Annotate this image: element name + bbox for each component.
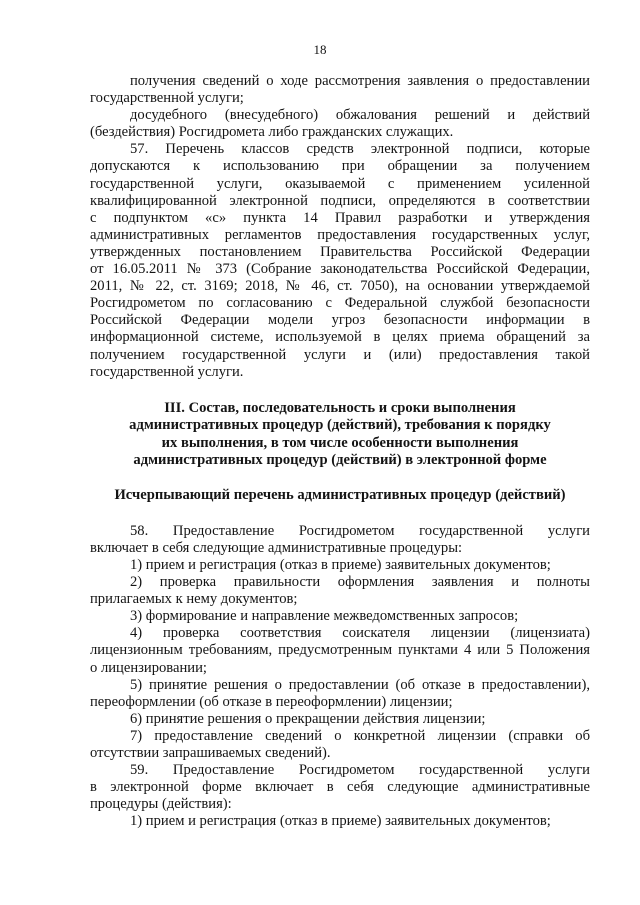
text-line: получения сведений о ходе рассмотрения заявления о предоставлении [130,73,590,89]
text-line: переоформлении (об отказе в переоформлении) лицензии; [90,693,453,710]
text-line: 1) прием и регистрация (отказ в приеме) заявительных документов; [130,813,551,830]
text-line: с подпунктом «с» пункта 14 Правил разработки и утверждения [90,209,590,226]
text-line: 2011, № 22, ст. 3169; 2018, № 46, ст. 7050), на основании утверждаемой [90,278,590,295]
text-line: 59. Предоставление Росгидрометом государственной услуги [130,762,590,779]
text-line: 6) принятие решения о прекращении действия лицензии; [130,710,486,727]
text-line: 2) проверка правильности оформления заявления и полноты [130,574,590,591]
text-line: Российской Федерации модели угроз безопасности информации в [90,312,590,329]
subsection-heading: Исчерпывающий перечень административных процедур (действий) [114,486,566,503]
text-block-top [90,73,590,381]
text-line: квалифицированной электронной подписи, определяются в соответствии [90,192,590,209]
text-line: 1) прием и регистрация (отказ в приеме) заявительных документов; [130,556,551,573]
text-line: Росгидрометом по согласованию с Федеральной службой безопасности [90,295,590,312]
section-heading-line: III. Состав, последовательность и сроки выполнения [164,399,516,416]
text-line: информационной системе, используемой в целях приема обращений за [90,329,590,346]
text-line: допускаются к использованию при обращении за получением [90,158,590,175]
text-line: административных регламентов предоставления государственных услуг, [90,226,590,243]
text-line: включает в себя следующие административные процедуры: [90,539,463,556]
document-body [90,73,590,830]
text-line: прилагаемых к нему документов; [90,591,298,608]
text-line: получением государственной услуги и (или) предоставления такой [90,346,590,363]
page-number: 18 [313,42,327,57]
text-block-bottom [90,523,590,831]
text-line: государственной услуги. [90,363,244,380]
text-line: (бездействия) Росгидромета либо гражданских служащих. [90,124,454,141]
text-line: о лицензировании; [90,659,207,676]
section-heading [90,400,590,470]
text-line: лицензионным требованиям, предусмотренным пунктами 4 или 5 Положения [90,642,590,659]
section-heading-line: их выполнения, в том числе особенности выполнения [161,434,519,451]
text-line: утвержденных постановлением Правительства Российской Федерации [90,243,590,260]
text-line: 5) принятие решения о предоставлении (об отказе в предоставлении), [130,676,590,693]
text-line: от 16.05.2011 № 373 (Собрание законодательства Российской Федерации, [90,261,590,278]
text-line: 7) предоставление сведений о конкретной лицензии (справки об [130,727,590,744]
text-line: процедуры (действия): [90,796,232,813]
section-heading-line: административных процедур (действий), требования к порядку [129,417,551,434]
text-line: государственной услуги, оказываемой с применением усиленной [90,175,590,192]
text-line: 4) проверка соответствия соискателя лицензии (лицензиата) [130,625,590,642]
text-line: отсутствии запрашиваемых сведений). [90,745,331,761]
text-line: государственной услуги; [90,90,244,107]
text-line: 58. Предоставление Росгидрометом государственной услуги [130,522,590,539]
text-line: досудебного (внесудебного) обжалования решений и действий [130,107,590,124]
section-heading-line: административных процедур (действий) в электронной форме [133,452,547,469]
text-line: 3) формирование и направление межведомственных запросов; [130,608,519,625]
text-line: в электронной форме включает в себя следующие административные [90,779,590,796]
text-line: 57. Перечень классов средств электронной подписи, которые [130,141,590,158]
